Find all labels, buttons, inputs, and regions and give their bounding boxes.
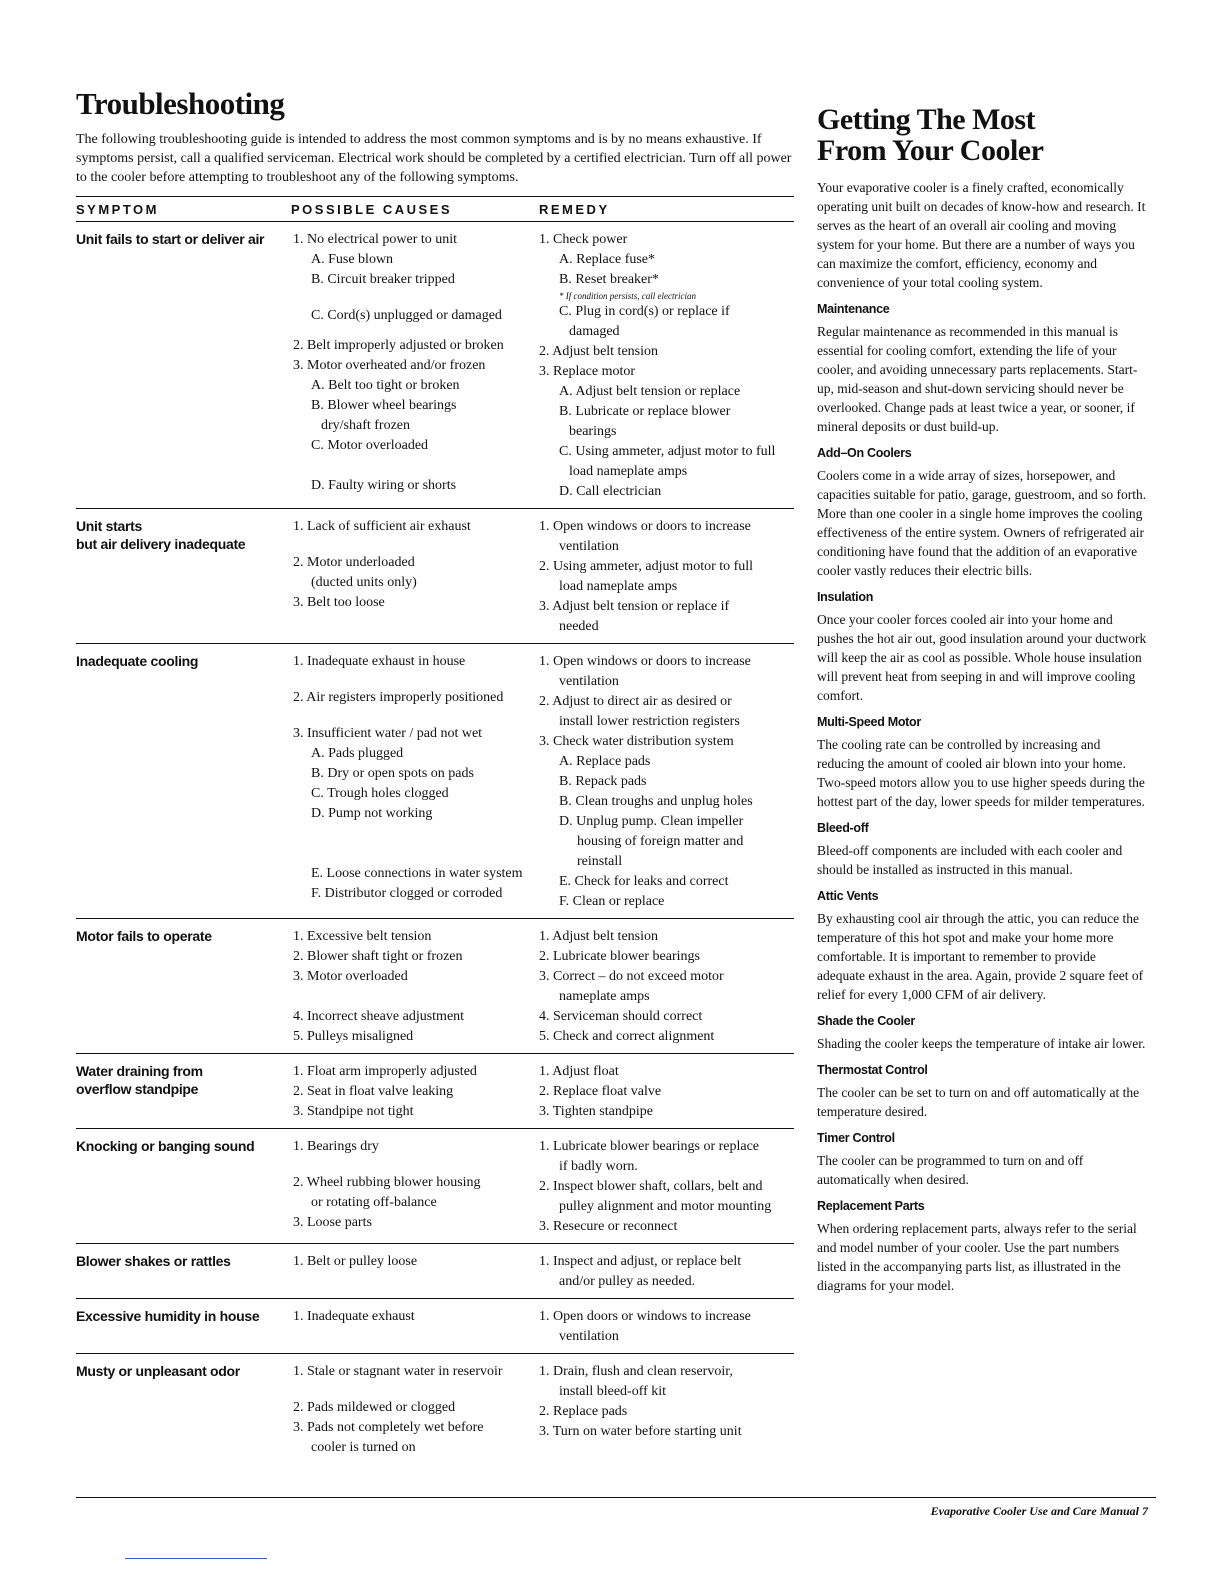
symptom-text: overflow standpipe bbox=[76, 1081, 199, 1097]
cause-line: C. Cord(s) unplugged or damaged bbox=[311, 308, 502, 323]
section-text: By exhausting cool air through the attic, you can reduce the temperature of this hot spot and make your home more comfortable. It is important to remember to provide adequate exhaust in the area. Again, provide 2 square feet of relief for every 1,000 CFM of air delivery. bbox=[817, 911, 1144, 1002]
section-heading: Add–On Coolers bbox=[817, 446, 912, 460]
cause-line: 2. Belt improperly adjusted or broken bbox=[293, 338, 504, 353]
electrician-note: * If condition persists, call electrician bbox=[559, 291, 696, 301]
symptom-text: Musty or unpleasant odor bbox=[76, 1363, 240, 1379]
table-row bbox=[76, 222, 794, 509]
section-text: The cooler can be programmed to turn on and off automatically when desired. bbox=[817, 1153, 1084, 1187]
remedy-line: B. Clean troughs and unplug holes bbox=[559, 794, 753, 809]
cause-line: 1. Lack of sufficient air exhaust bbox=[293, 519, 471, 534]
cause-line: B. Circuit breaker tripped bbox=[311, 272, 455, 287]
remedy-cell bbox=[539, 1062, 794, 1122]
symptom-cell bbox=[76, 652, 291, 912]
page-footer: Evaporative Cooler Use and Care Manual 7 bbox=[930, 1504, 1148, 1518]
symptom-cell bbox=[76, 230, 291, 502]
cause-line: A. Pads plugged bbox=[311, 746, 404, 761]
cause-line: D. Faulty wiring or shorts bbox=[311, 478, 457, 493]
symptom-cell bbox=[76, 517, 291, 637]
cause-line: 3. Belt too loose bbox=[293, 595, 385, 610]
table-row bbox=[76, 1244, 794, 1299]
symptom-text: Inadequate cooling bbox=[76, 653, 199, 669]
cause-line: D. Pump not working bbox=[311, 806, 433, 821]
remedy-line: 1. Open windows or doors to increase bbox=[539, 654, 751, 669]
remedy-line: D. Unplug pump. Clean impeller bbox=[559, 814, 744, 829]
cause-line: 2. Pads mildewed or clogged bbox=[293, 1400, 456, 1415]
decorative-line bbox=[125, 1558, 267, 1559]
cause-line: 2. Wheel rubbing blower housing bbox=[293, 1175, 481, 1190]
causes-cell bbox=[291, 1307, 539, 1347]
remedy-line: 3. Turn on water before starting unit bbox=[539, 1424, 742, 1439]
causes-cell bbox=[291, 1252, 539, 1292]
cause-line: 1. No electrical power to unit bbox=[293, 232, 458, 247]
footer-rule bbox=[76, 1497, 1156, 1498]
section-heading: Multi-Speed Motor bbox=[817, 715, 921, 729]
table-row bbox=[76, 1354, 794, 1464]
remedy-line: C. Using ammeter, adjust motor to full bbox=[559, 444, 776, 459]
symptom-cell bbox=[76, 1307, 291, 1347]
section-text: The cooler can be set to turn on and off automatically at the temperature desired. bbox=[817, 1085, 1140, 1119]
remedy-line: F. Clean or replace bbox=[559, 894, 665, 909]
cause-line: 5. Pulleys misaligned bbox=[293, 1029, 414, 1044]
remedy-header: REMEDY bbox=[539, 202, 610, 217]
remedy-line: 1. Inspect and adjust, or replace belt bbox=[539, 1254, 742, 1269]
remedy-line: A. Adjust belt tension or replace bbox=[559, 384, 741, 399]
section-text: Once your cooler forces cooled air into your home and pushes the hot air out, good insulation around your ductwork will keep the air as cool as possible. Whole house insulation will prevent heat from seeping in and will improve cooling comfort. bbox=[817, 612, 1147, 703]
cause-line: 3. Loose parts bbox=[293, 1215, 372, 1230]
cause-line: 1. Excessive belt tension bbox=[293, 929, 432, 944]
remedy-line: damaged bbox=[569, 324, 620, 339]
remedy-line: 3. Resecure or reconnect bbox=[539, 1219, 678, 1234]
remedy-line: A. Replace fuse* bbox=[559, 252, 656, 267]
symptom-text: Motor fails to operate bbox=[76, 928, 212, 944]
cause-line: A. Belt too tight or broken bbox=[311, 378, 460, 393]
symptom-cell bbox=[76, 927, 291, 1047]
remedy-line: 3. Adjust belt tension or replace if bbox=[539, 599, 730, 614]
remedy-line: ventilation bbox=[559, 539, 619, 554]
getting-most-column bbox=[817, 104, 1147, 1295]
cause-line: 2. Air registers improperly positioned bbox=[293, 690, 504, 705]
remedy-cell bbox=[539, 1362, 794, 1458]
remedy-line: 1. Lubricate blower bearings or replace bbox=[539, 1139, 760, 1154]
remedy-line: A. Replace pads bbox=[559, 754, 651, 769]
cause-line: 2. Seat in float valve leaking bbox=[293, 1084, 454, 1099]
table-row bbox=[76, 509, 794, 644]
remedy-line: 3. Check water distribution system bbox=[539, 734, 734, 749]
section-text: Shading the cooler keeps the temperature of intake air lower. bbox=[817, 1036, 1146, 1051]
symptom-text: Water draining from bbox=[76, 1063, 203, 1079]
cause-line: 2. Blower shaft tight or frozen bbox=[293, 949, 463, 964]
remedy-line: ventilation bbox=[559, 1329, 619, 1344]
remedy-line: 5. Check and correct alignment bbox=[539, 1029, 715, 1044]
cause-line: B. Dry or open spots on pads bbox=[311, 766, 474, 781]
causes-header: POSSIBLE CAUSES bbox=[291, 202, 453, 217]
troubleshooting-column bbox=[76, 86, 794, 1464]
symptom-text: Unit starts bbox=[76, 518, 142, 534]
remedy-line: install bleed-off kit bbox=[559, 1384, 667, 1399]
table-row bbox=[76, 644, 794, 919]
table-row bbox=[76, 919, 794, 1054]
cause-line: C. Trough holes clogged bbox=[311, 786, 449, 801]
section-heading: Timer Control bbox=[817, 1131, 895, 1145]
remedy-line: bearings bbox=[569, 424, 617, 439]
remedy-cell bbox=[539, 1307, 794, 1347]
table-header bbox=[76, 197, 794, 222]
remedy-line: 2. Inspect blower shaft, collars, belt and bbox=[539, 1179, 763, 1194]
table-row bbox=[76, 1054, 794, 1129]
getting-most-intro: Your evaporative cooler is a finely crafted, economically operating unit built on decades of know-how and research. It serves as the heart of an overall air cooling and moving system for your home. But there are a number of ways you can maximize the comfort, efficiency, economy and convenience of your total cooling system. bbox=[817, 180, 1146, 290]
symptom-text: Unit fails to start or deliver air bbox=[76, 231, 265, 247]
causes-cell bbox=[291, 652, 539, 912]
cause-line: 3. Motor overheated and/or frozen bbox=[293, 358, 486, 373]
remedy-line: needed bbox=[559, 619, 599, 634]
cause-line: 3. Pads not completely wet before bbox=[293, 1420, 484, 1435]
cause-line: 1. Stale or stagnant water in reservoir bbox=[293, 1364, 503, 1379]
section-heading: Shade the Cooler bbox=[817, 1014, 915, 1028]
causes-cell bbox=[291, 1062, 539, 1122]
getting-most-title-line2: From Your Cooler bbox=[817, 134, 1044, 167]
cause-line: 1. Float arm improperly adjusted bbox=[293, 1064, 477, 1079]
troubleshooting-intro: The following troubleshooting guide is intended to address the most common symptoms and is by no means exhaustive. If symptoms persist, call a qualified serviceman. Electrical work should be completed by a certified electrician. Turn off all power to the cooler before attempting to troubleshoot any of the following symptoms. bbox=[76, 132, 792, 185]
section-heading: Attic Vents bbox=[817, 889, 879, 903]
remedy-line: pulley alignment and motor mounting bbox=[559, 1199, 772, 1214]
section-text: Bleed-off components are included with each cooler and should be installed as instructed in this manual. bbox=[817, 843, 1123, 877]
cause-line: (ducted units only) bbox=[311, 575, 417, 590]
cause-line: B. Blower wheel bearings bbox=[311, 398, 457, 413]
remedy-line: 1. Adjust belt tension bbox=[539, 929, 658, 944]
causes-cell bbox=[291, 230, 539, 502]
remedy-cell bbox=[539, 230, 794, 502]
remedy-line: if badly worn. bbox=[559, 1159, 638, 1174]
remedy-line: 2. Adjust to direct air as desired or bbox=[539, 694, 732, 709]
remedy-line: 2. Replace float valve bbox=[539, 1084, 662, 1099]
remedy-line: 1. Check power bbox=[539, 232, 628, 247]
remedy-line: load nameplate amps bbox=[569, 464, 688, 479]
cause-line: 3. Standpipe not tight bbox=[293, 1104, 414, 1119]
remedy-line: 2. Using ammeter, adjust motor to full bbox=[539, 559, 754, 574]
remedy-line: E. Check for leaks and correct bbox=[559, 874, 729, 889]
causes-cell bbox=[291, 517, 539, 637]
cause-line: 1. Belt or pulley loose bbox=[293, 1254, 418, 1269]
cause-line: 1. Inadequate exhaust bbox=[293, 1309, 415, 1324]
remedy-line: B. Lubricate or replace blower bbox=[559, 404, 731, 419]
remedy-cell bbox=[539, 517, 794, 637]
cause-line: 1. Bearings dry bbox=[293, 1139, 379, 1154]
section-heading: Insulation bbox=[817, 590, 874, 604]
remedy-line: 1. Open windows or doors to increase bbox=[539, 519, 751, 534]
section-text: When ordering replacement parts, always refer to the serial and model number of your cooler. Use the part numbers listed in the accompanying parts list, as illustrated in the diagrams for your model. bbox=[817, 1221, 1137, 1293]
symptom-text: but air delivery inadequate bbox=[76, 536, 246, 552]
remedy-line: B. Repack pads bbox=[559, 774, 647, 789]
section-text: Coolers come in a wide array of sizes, horsepower, and capacities suitable for patio, garage, guestroom, and so forth. More than one cooler in a single home improves the cooling effectiveness of the entire system. Owners of refrigerated air conditioning have found that the addition of an evaporative cooler vastly reduces their electric bills. bbox=[817, 468, 1147, 578]
table-row bbox=[76, 1129, 794, 1244]
getting-most-title-line1: Getting The Most bbox=[817, 103, 1036, 136]
remedy-line: C. Plug in cord(s) or replace if bbox=[559, 304, 730, 319]
symptom-cell bbox=[76, 1137, 291, 1237]
remedy-line: and/or pulley as needed. bbox=[559, 1274, 696, 1289]
remedy-cell bbox=[539, 1137, 794, 1237]
section-heading: Replacement Parts bbox=[817, 1199, 925, 1213]
causes-cell bbox=[291, 1362, 539, 1458]
section-heading: Bleed-off bbox=[817, 821, 869, 835]
getting-most-title bbox=[817, 104, 1147, 166]
remedy-line: housing of foreign matter and bbox=[577, 834, 744, 849]
section-text: Regular maintenance as recommended in this manual is essential for cooling comfort, extending the life of your cooler, and avoiding unnecessary parts replacements. Start-up, mid-season and shut-down servicing should never be overlooked. Change pads at least twice a year, or sooner, if mineral deposits or dust build-up. bbox=[817, 324, 1138, 434]
remedy-cell bbox=[539, 652, 794, 912]
symptom-text: Knocking or banging sound bbox=[76, 1138, 255, 1154]
remedy-line: 3. Correct – do not exceed motor bbox=[539, 969, 724, 984]
remedy-line: install lower restriction registers bbox=[559, 714, 740, 729]
remedy-line: ventilation bbox=[559, 674, 619, 689]
remedy-line: 3. Replace motor bbox=[539, 364, 636, 379]
remedy-line: D. Call electrician bbox=[559, 484, 662, 499]
cause-line: or rotating off-balance bbox=[311, 1195, 437, 1210]
remedy-cell bbox=[539, 927, 794, 1047]
cause-line: cooler is turned on bbox=[311, 1440, 416, 1455]
symptom-header: SYMPTOM bbox=[76, 202, 159, 217]
remedy-line: 1. Open doors or windows to increase bbox=[539, 1309, 751, 1324]
cause-line: 3. Motor overloaded bbox=[293, 969, 408, 984]
cause-line: 3. Insufficient water / pad not wet bbox=[293, 726, 483, 741]
remedy-line: 3. Tighten standpipe bbox=[539, 1104, 653, 1119]
cause-line: 1. Inadequate exhaust in house bbox=[293, 654, 466, 669]
symptom-cell bbox=[76, 1362, 291, 1458]
symptom-cell bbox=[76, 1062, 291, 1122]
cause-line: F. Distributor clogged or corroded bbox=[311, 886, 503, 901]
cause-line: 2. Motor underloaded bbox=[293, 555, 415, 570]
cause-line: E. Loose connections in water system bbox=[311, 866, 523, 881]
remedy-line: 1. Adjust float bbox=[539, 1064, 619, 1079]
remedy-line: 1. Drain, flush and clean reservoir, bbox=[539, 1364, 733, 1379]
causes-cell bbox=[291, 927, 539, 1047]
remedy-line: B. Reset breaker* bbox=[559, 272, 659, 287]
remedy-line: nameplate amps bbox=[559, 989, 650, 1004]
cause-line: A. Fuse blown bbox=[311, 252, 394, 267]
symptom-text: Blower shakes or rattles bbox=[76, 1253, 231, 1269]
troubleshooting-title: Troubleshooting bbox=[76, 86, 285, 121]
cause-line: dry/shaft frozen bbox=[321, 418, 411, 433]
remedy-line: load nameplate amps bbox=[559, 579, 678, 594]
symptom-text: Excessive humidity in house bbox=[76, 1308, 260, 1324]
symptom-cell bbox=[76, 1252, 291, 1292]
section-text: The cooling rate can be controlled by increasing and reducing the amount of cooled air blown into your home. Two-speed motors allow you to use higher speeds during the hottest part of the day, lower speeds for milder temperatures. bbox=[817, 737, 1145, 809]
remedy-line: 2. Replace pads bbox=[539, 1404, 628, 1419]
cause-line: C. Motor overloaded bbox=[311, 438, 429, 453]
section-heading: Thermostat Control bbox=[817, 1063, 928, 1077]
cause-line: 4. Incorrect sheave adjustment bbox=[293, 1009, 465, 1024]
remedy-line: 4. Serviceman should correct bbox=[539, 1009, 703, 1024]
remedy-line: 2. Lubricate blower bearings bbox=[539, 949, 700, 964]
remedy-cell bbox=[539, 1252, 794, 1292]
remedy-line: 2. Adjust belt tension bbox=[539, 344, 658, 359]
table-row bbox=[76, 1299, 794, 1354]
causes-cell bbox=[291, 1137, 539, 1237]
remedy-line: reinstall bbox=[577, 854, 623, 869]
section-heading: Maintenance bbox=[817, 302, 890, 316]
